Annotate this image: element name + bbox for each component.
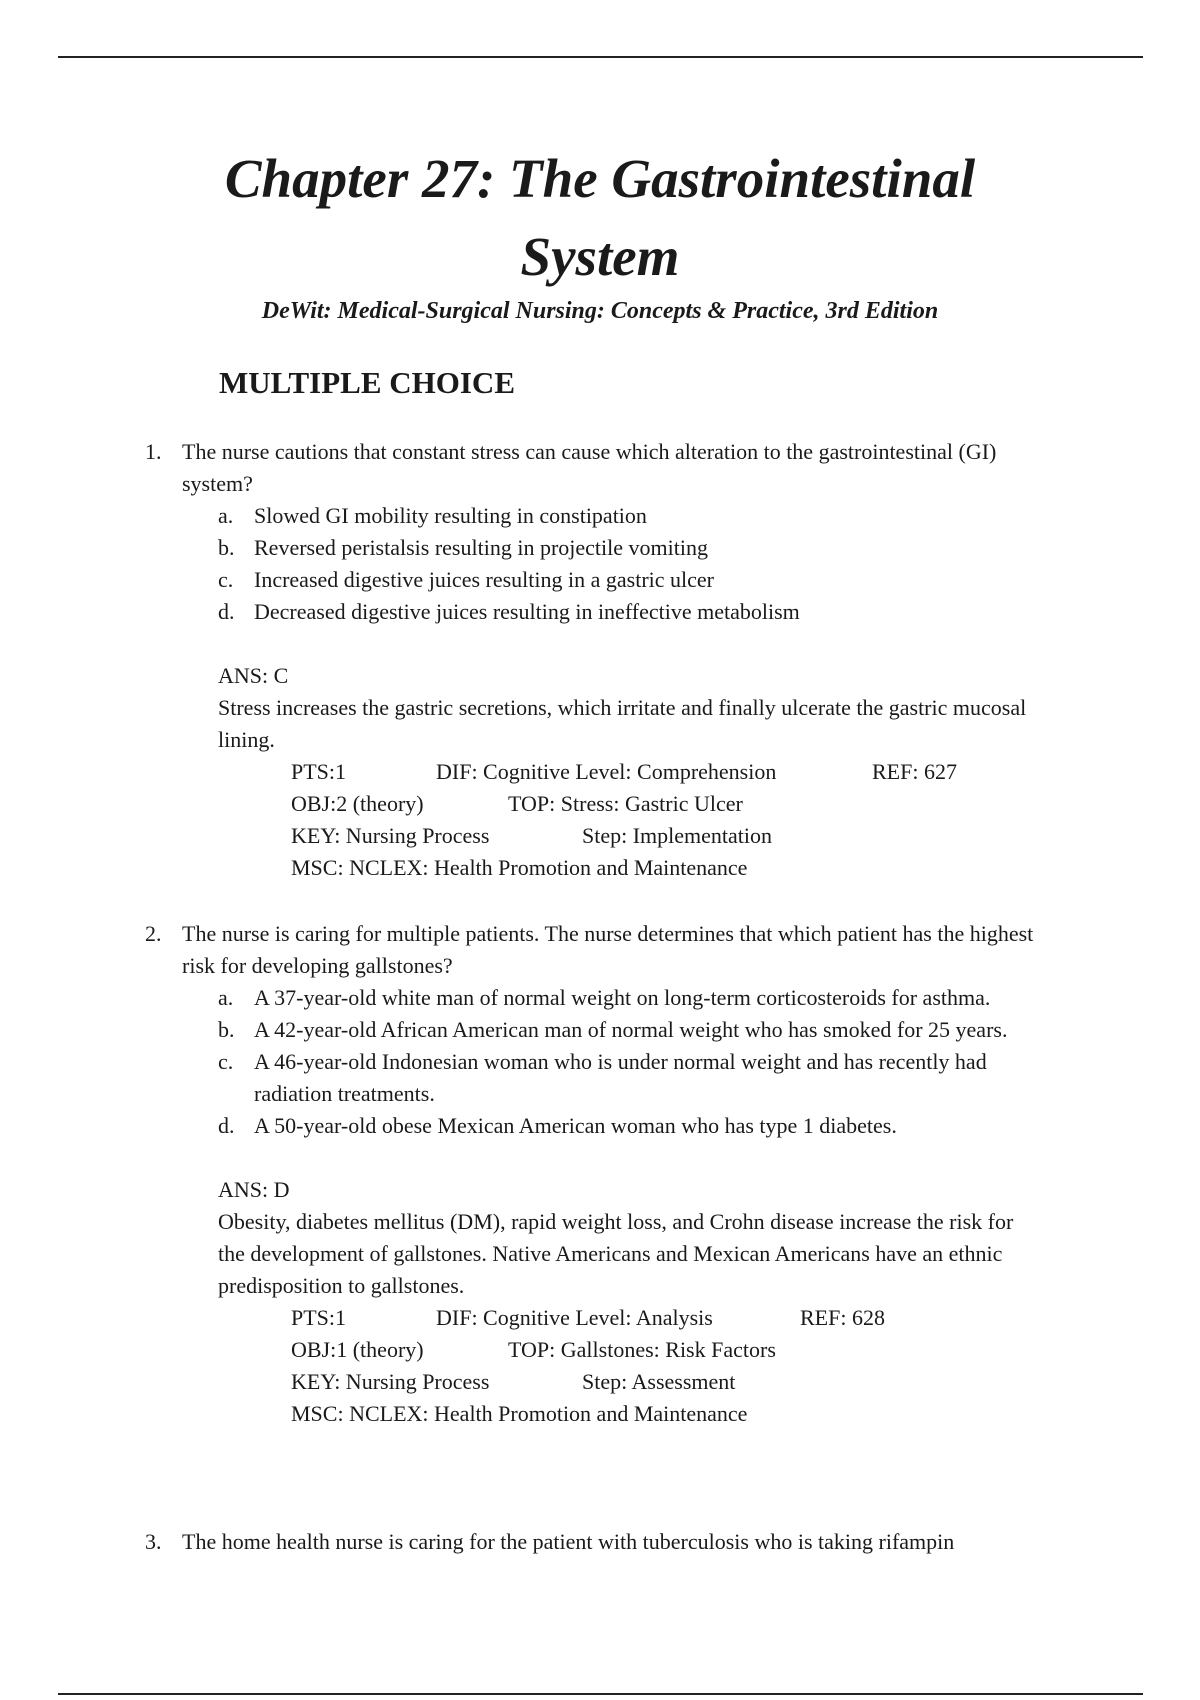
points: PTS:1	[291, 759, 347, 784]
option-text: Reversed peristalsis resulting in projectile vomiting	[254, 535, 708, 560]
option-a	[218, 500, 1065, 532]
option-b	[218, 1014, 1065, 1046]
reference: REF: 628	[800, 1305, 885, 1330]
nursing-step: Step: Assessment	[582, 1369, 736, 1394]
topic: TOP: Gallstones: Risk Factors	[508, 1337, 776, 1362]
answer-key: ANS: C	[218, 663, 289, 688]
top-rule	[58, 56, 1143, 58]
chapter-title-line-2: System	[520, 226, 680, 287]
option-text: Decreased digestive juices resulting in ineffective metabolism	[254, 599, 800, 624]
option-text: Slowed GI mobility resulting in constipation	[254, 503, 647, 528]
nursing-step: Step: Implementation	[582, 823, 773, 848]
option-d	[218, 1110, 1065, 1142]
question-text: The nurse is caring for multiple patients. The nurse determines that which patient has the highest risk for developing gallstones?	[182, 921, 1034, 978]
option-text: Increased digestive juices resulting in a gastric ulcer	[254, 567, 714, 592]
option-letter: c.	[218, 567, 234, 592]
option-letter: c.	[218, 1049, 234, 1074]
question-number: 2.	[145, 921, 162, 946]
option-b	[218, 532, 1065, 564]
option-c	[218, 1046, 1065, 1110]
msc: MSC: NCLEX: Health Promotion and Maintenance	[291, 1401, 748, 1426]
difficulty: DIF: Cognitive Level: Analysis	[436, 1305, 713, 1330]
option-a	[218, 982, 1065, 1014]
option-letter: a.	[218, 503, 234, 528]
objective: OBJ:2 (theory)	[291, 791, 424, 816]
question-text: The home health nurse is caring for the patient with tuberculosis who is taking rifampin	[182, 1529, 955, 1554]
question-3	[145, 1526, 1065, 1558]
topic: TOP: Stress: Gastric Ulcer	[508, 791, 743, 816]
key: KEY: Nursing Process	[291, 823, 490, 848]
msc: MSC: NCLEX: Health Promotion and Maintenance	[291, 855, 748, 880]
option-text: A 46-year-old Indonesian woman who is under normal weight and has recently had radiation treatments.	[254, 1049, 987, 1106]
points: PTS:1	[291, 1305, 347, 1330]
question-2	[145, 918, 1065, 1430]
rationale: Stress increases the gastric secretions, which irritate and finally ulcerate the gastric mucosal lining.	[218, 695, 1027, 752]
difficulty: DIF: Cognitive Level: Comprehension	[436, 759, 777, 784]
question-stem	[145, 918, 1065, 982]
question-metadata	[291, 756, 1065, 884]
reference: REF: 627	[872, 759, 957, 784]
option-letter: a.	[218, 985, 234, 1010]
answer-key: ANS: D	[218, 1177, 290, 1202]
option-letter: d.	[218, 599, 235, 624]
option-c	[218, 564, 1065, 596]
bottom-rule	[58, 1693, 1143, 1695]
option-letter: d.	[218, 1113, 235, 1138]
question-metadata	[291, 1302, 1065, 1430]
section-heading: MULTIPLE CHOICE	[219, 365, 515, 400]
answer-options	[218, 500, 1065, 628]
book-subtitle: DeWit: Medical-Surgical Nursing: Concepts & Practice, 3rd Edition	[261, 298, 939, 324]
chapter-title	[120, 140, 1080, 296]
key: KEY: Nursing Process	[291, 1369, 490, 1394]
option-letter: b.	[218, 535, 235, 560]
question-stem	[145, 1526, 1065, 1558]
option-d	[218, 596, 1065, 628]
question-text: The nurse cautions that constant stress can cause which alteration to the gastrointestinal (GI) system?	[182, 439, 997, 496]
question-1	[145, 436, 1065, 884]
rationale: Obesity, diabetes mellitus (DM), rapid weight loss, and Crohn disease increase the risk for the development of gallstones. Native Americans and Mexican Americans have an ethnic predisposition to gallstones.	[218, 1209, 1014, 1298]
question-stem	[145, 436, 1065, 500]
option-text: A 50-year-old obese Mexican American woman who has type 1 diabetes.	[254, 1113, 897, 1138]
option-letter: b.	[218, 1017, 235, 1042]
question-number: 1.	[145, 439, 162, 464]
question-number: 3.	[145, 1529, 162, 1554]
objective: OBJ:1 (theory)	[291, 1337, 424, 1362]
answer-options	[218, 982, 1065, 1142]
chapter-title-line-1: Chapter 27: The Gastrointestinal	[224, 148, 976, 209]
option-text: A 37-year-old white man of normal weight on long-term corticosteroids for asthma.	[254, 985, 991, 1010]
option-text: A 42-year-old African American man of normal weight who has smoked for 25 years.	[254, 1017, 1008, 1042]
